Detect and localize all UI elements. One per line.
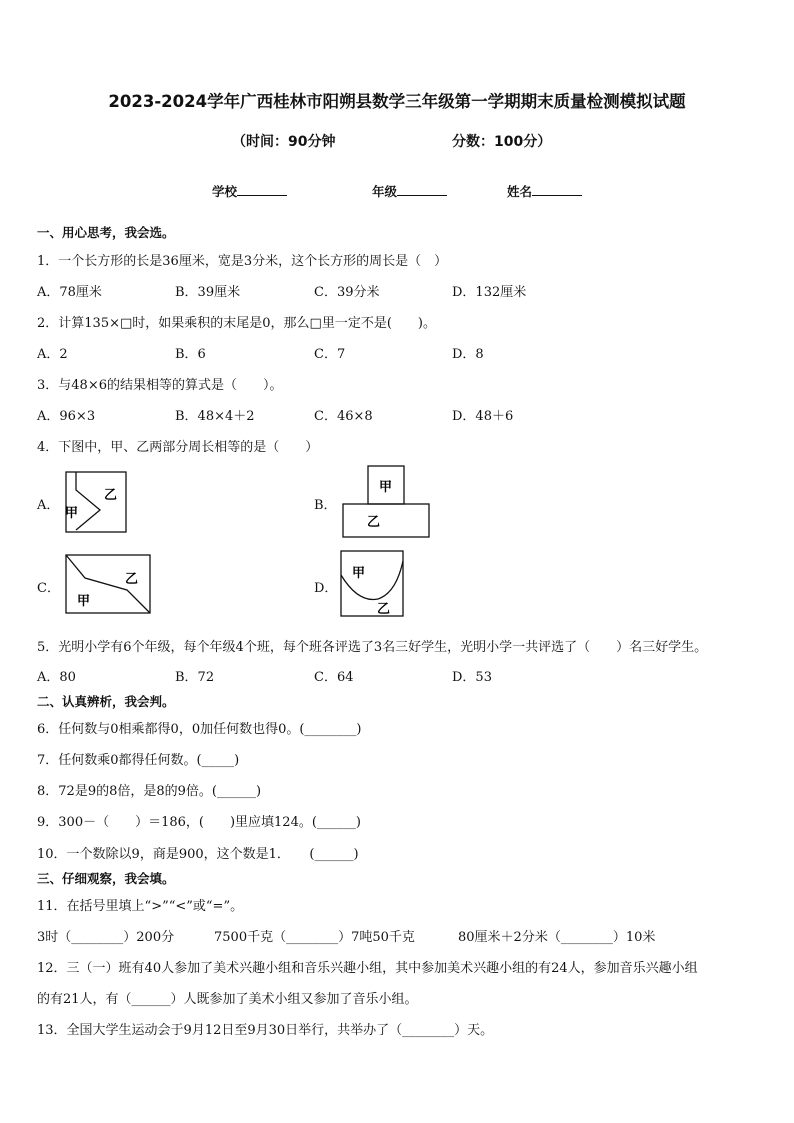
name-blank <box>532 183 582 196</box>
figure-c-jia: 甲 <box>77 594 91 609</box>
q4-option-b-label: B． <box>314 498 337 513</box>
q3-option-d: D．48＋6 <box>452 409 514 424</box>
question-1: 1．一个长方形的长是36厘米，宽是3分米，这个长方形的周长是（ ） <box>37 254 448 269</box>
q4-option-c-label: C． <box>37 581 60 596</box>
page-title: 2023-2024学年广西桂林市阳朔县数学三年级第一学期期末质量检测模拟试题 <box>108 92 686 111</box>
question-7: 7．任何数乘0都得任何数。(_____) <box>37 753 240 768</box>
q1-option-d: D．132厘米 <box>452 285 527 300</box>
question-13: 13．全国大学生运动会于9月12日至9月30日举行，共举办了（________）天。 <box>37 1023 494 1038</box>
name-label: 姓名 <box>507 184 533 199</box>
q2-option-b: B．6 <box>175 347 206 362</box>
section-2-heading: 二、认真辨析，我会判。 <box>37 694 175 709</box>
q5-option-d: D．53 <box>452 670 492 685</box>
name-field <box>507 182 582 200</box>
q1-option-b: B．39厘米 <box>175 285 241 300</box>
figure-d-jia: 甲 <box>352 566 366 581</box>
school-label: 学校 <box>212 184 238 199</box>
figure-b-rectangle <box>343 504 429 537</box>
question-3: 3．与48×6的结果相等的算式是（ ）。 <box>37 378 283 393</box>
question-4: 4．下图中，甲、乙两部分周长相等的是（ ） <box>37 440 319 455</box>
figure-a-jia: 甲 <box>65 506 79 521</box>
q4-option-a-label: A． <box>37 498 60 513</box>
question-10: 10．一个数除以9，商是900，这个数是1． (______) <box>37 847 359 862</box>
question-6: 6．任何数与0相乘都得0，0加任何数也得0。(________) <box>37 722 362 737</box>
figure-a-divider <box>76 472 100 530</box>
question-12-line-2: 的有21人，有（______）人既参加了美术小组又参加了音乐小组。 <box>37 992 418 1007</box>
q4-figure-c <box>63 553 153 617</box>
q1-option-a: A．78厘米 <box>37 285 102 300</box>
figure-b-yi: 乙 <box>367 515 381 530</box>
q2-option-a: A．2 <box>37 347 68 362</box>
q3-option-a: A．96×3 <box>37 409 96 424</box>
q3-option-c: C．46×8 <box>314 409 373 424</box>
figure-d-curve <box>341 561 403 600</box>
question-8: 8．72是9的8倍，是8的9倍。(______) <box>37 784 262 799</box>
q11-part-3: 80厘米＋2分米（________）10米 <box>458 930 656 945</box>
question-12-line-1: 12．三（一）班有40人参加了美术兴趣小组和音乐兴趣小组，其中参加美术兴趣小组的有24人，参加音乐兴趣小组 <box>37 961 698 976</box>
question-5: 5．光明小学有6个年级，每个年级4个班，每个班各评选了3名三好学生，光明小学一共评选了（ ）名三好学生。 <box>37 640 708 655</box>
grade-label: 年级 <box>372 184 398 199</box>
q4-option-d-label: D． <box>314 581 338 596</box>
grade-blank <box>397 183 447 196</box>
q2-option-d: D．8 <box>452 347 484 362</box>
question-2: 2．计算135×□时，如果乘积的末尾是0，那么□里一定不是( )。 <box>37 316 436 331</box>
section-3-heading: 三、仔细观察，我会填。 <box>37 871 175 886</box>
q4-figure-b <box>340 464 432 540</box>
q5-option-b: B．72 <box>175 670 215 685</box>
figure-a-yi: 乙 <box>104 488 118 503</box>
exam-time: （时间：90分钟 <box>232 134 336 150</box>
section-1-heading: 一、用心思考，我会选。 <box>37 225 175 240</box>
q4-figure-d <box>338 549 406 619</box>
figure-b-jia: 甲 <box>379 480 393 495</box>
q1-option-c: C．39分米 <box>314 285 380 300</box>
q5-option-a: A．80 <box>37 670 76 685</box>
school-blank <box>237 183 287 196</box>
q11-part-1: 3时（________）200分 <box>37 930 175 945</box>
q3-option-b: B．48×4＋2 <box>175 409 255 424</box>
school-field <box>212 182 287 200</box>
q4-figure-a <box>62 470 130 534</box>
exam-score: 分数：100分） <box>452 134 552 150</box>
grade-field <box>372 182 447 200</box>
figure-d-yi: 乙 <box>377 602 391 617</box>
figure-c-yi: 乙 <box>125 572 139 587</box>
q11-part-2: 7500千克（________）7吨50千克 <box>214 930 415 945</box>
figure-d-square <box>341 551 403 616</box>
q2-option-c: C．7 <box>314 347 346 362</box>
question-9: 9．300－（ ）＝186，( )里应填124。(______) <box>37 815 361 830</box>
q5-option-c: C．64 <box>314 670 354 685</box>
question-11: 11．在括号里填上“>”“<”或“=”。 <box>37 899 244 914</box>
